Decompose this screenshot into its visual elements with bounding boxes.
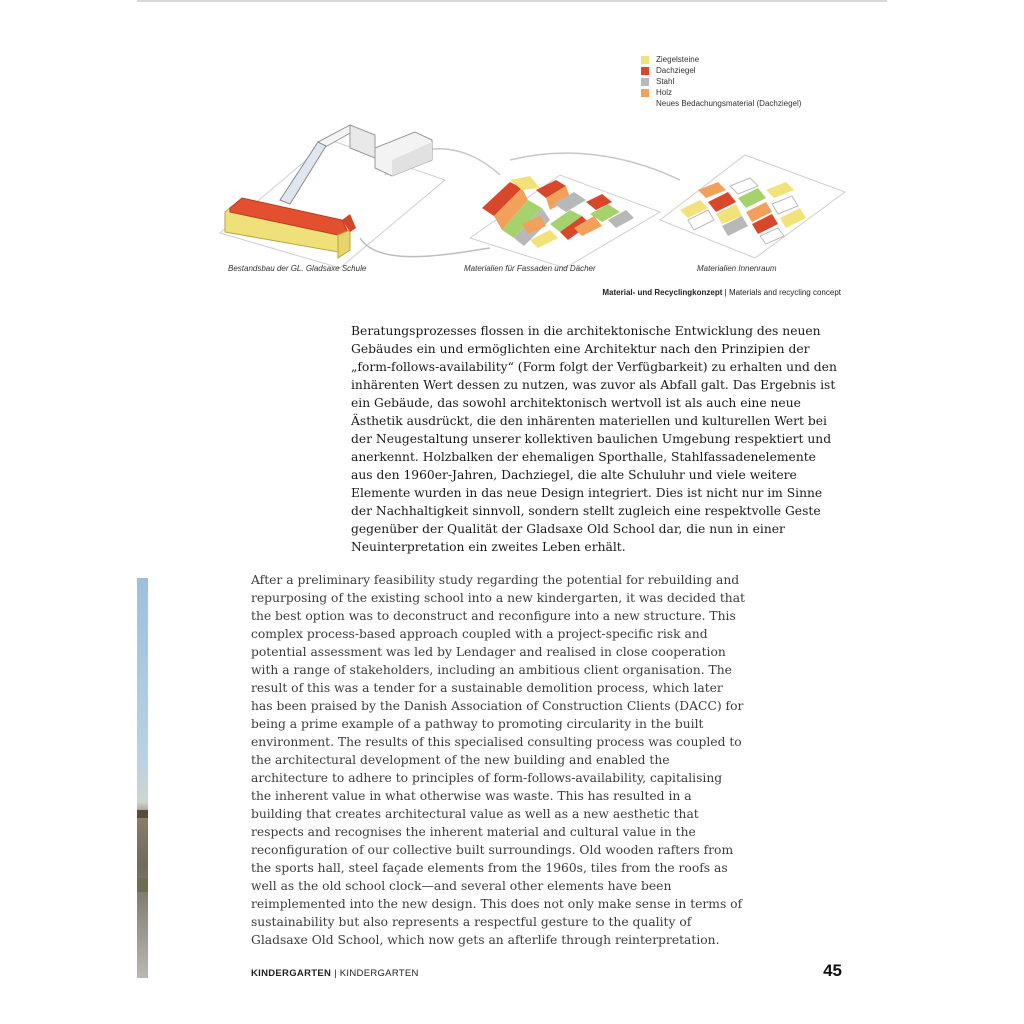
english-body-text: After a preliminary feasibility study regarding the potential for rebuilding and repurposing of the existing school into a new kindergarten, it was decided that the best option was to deconstruct and reconfigure into a new structure. This complex process-based approach coupled with a project-specific risk and potential assessment was led by Lendager and realised in close cooperation with a range of stakeholders, including an ambitious client organisation. The result of this was a tender for a sustainable demolition process, which later has been praised by the Danish Association of Construction Clients (DACC) for being a prime example of a pathway to promoting circularity in the built environment. The results of this specialised consulting process was coupled to the architectural development of the new building and enabled the architecture to adhere to principles of form-follows-availability, capitalising the inherent value in what otherwise was waste. This has resulted in a building that creates architectural value as well as a new aesthetic that respects and recognises the inherent material and cultural value in the reconfiguration of our collective built surroundings. Old wooden rafters from the sports hall, steel façade elements from the 1960s, tiles from the roofs as well as the old school clock—and several other elements have been reimplemented into the new design. This does not only make sense in terms of sustainability but also represents a respectful gesture to the quality of Gladsaxe Old School, which now gets an afterlife through reinterpretation. <box>251 573 745 947</box>
legend-swatch <box>641 78 649 86</box>
footer-label-de: KINDERGARTEN <box>251 968 332 979</box>
legend-item-ziegelsteine <box>641 54 801 65</box>
legend-item-holz <box>641 87 801 98</box>
figure-caption <box>602 288 841 297</box>
figure-caption-en: Materials and recycling concept <box>728 288 841 297</box>
recycling-concept-diagram <box>210 120 850 270</box>
facade-roof-materials-cluster <box>482 176 634 248</box>
legend-swatch <box>641 89 649 97</box>
legend-label: Stahl <box>656 77 675 86</box>
figure-caption-de: Material- und Recyclingkonzept <box>602 288 723 297</box>
page-number: 45 <box>823 961 842 980</box>
legend-label: Holz <box>656 88 673 97</box>
footer-separator: | <box>331 968 340 979</box>
caption-existing-building: Bestandsbau der GL. Gladsaxe Schule <box>228 264 367 273</box>
existing-school-building <box>225 125 432 258</box>
material-legend <box>641 54 801 109</box>
caption-facade-materials: Materialien für Fassaden und Dächer <box>464 264 596 273</box>
footer-section-label <box>251 968 419 979</box>
german-body-text: Beratungsprozesses flossen in die architektonische Entwicklung des neuen Gebäudes ein und ermöglichten eine Architektur nach den Prinzipien der „form-follows-availability“ (Form folgt der Verfügbarkeit) zu erhalten und den inhärenten Wert dessen zu nutzen, was zuvor als Abfall galt. Das Ergebnis ist ein Gebäude, das sowohl architektonisch wertvoll ist als auch eine neue Ästhetik ausdrückt, die den inhärenten materiellen und kulturellen Wert bei der Neugestaltung unserer kollektiven baulichen Umgebung respektiert und anerkennt. Holzbalken der ehemaligen Sporthalle, Stahlfassadenelemente aus den 1960er-Jahren, Dachziegel, die alte Schuluhr und viele weitere Elemente wurden in das neue Design integriert. Dies ist nicht nur im Sinne der Nachhaltigkeit sinnvoll, sondern stellt zugleich eine respektvolle Geste gegenüber der Qualität der Gladsaxe Old School dar, die nun in einer Neuinterpretation ein zweites Leben erhält. <box>351 324 837 554</box>
caption-separator: | <box>722 288 729 297</box>
legend-label: Ziegelsteine <box>656 55 700 64</box>
legend-swatch <box>641 67 649 75</box>
legend-item-stahl <box>641 76 801 87</box>
top-rule <box>137 0 887 2</box>
legend-item-dachziegel <box>641 65 801 76</box>
caption-interior-materials: Materialien Innenraum <box>697 264 777 273</box>
footer-label-en: KINDERGARTEN <box>339 968 419 979</box>
legend-label: Dachziegel <box>656 66 696 75</box>
legend-note: Neues Bedachungsmaterial (Dachziegel) <box>656 99 802 108</box>
legend-swatch <box>641 56 649 64</box>
photo-strip-edge <box>137 578 148 978</box>
